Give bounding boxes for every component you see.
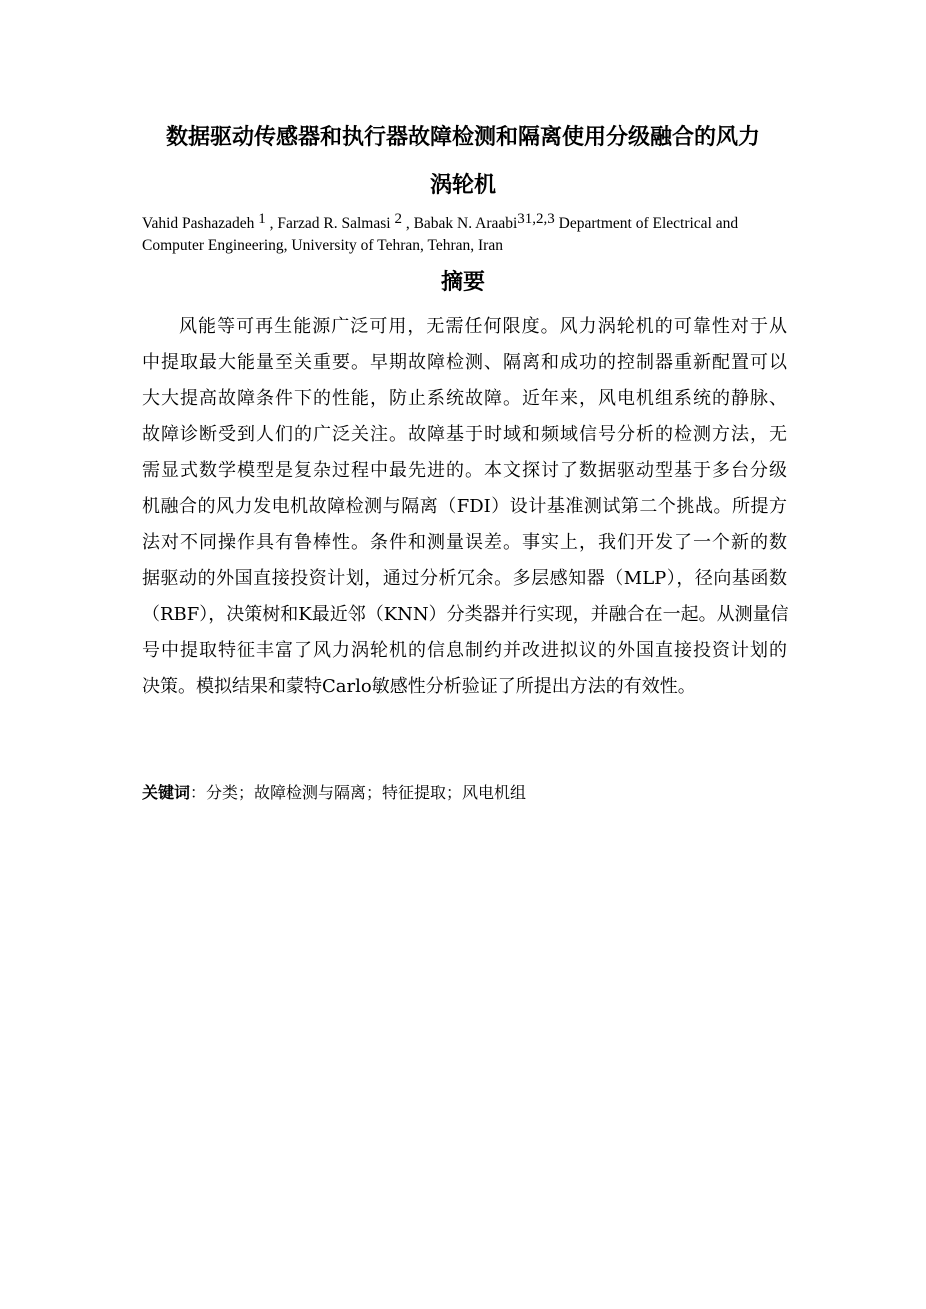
- abstract-line: 据驱动的外国直接投资计划，通过分析冗余。多层感知器（MLP），径向基函数: [142, 568, 787, 589]
- keywords-label: 关键词: [142, 783, 191, 802]
- keywords-text: ：分类；故障检测与隔离；特征提取；风电机组: [190, 783, 527, 802]
- abstract-line: （RBF），决策树和K最近邻（KNN）分类器并行实现，并融合在一起。从测量信: [142, 604, 789, 625]
- abstract-heading: 摘要: [440, 270, 485, 295]
- abstract-line: 决策。模拟结果和蒙特Carlo敏感性分析验证了所提出方法的有效性。: [142, 676, 696, 697]
- keywords: [142, 781, 526, 805]
- author-1-sup: 1: [258, 211, 266, 227]
- paper-title-line-2: 涡轮机: [429, 173, 496, 198]
- abstract-line: 大大提高故障条件下的性能，防止系统故障。近年来，风电机组系统的静脉、: [142, 388, 787, 409]
- author-3-sup: 31,2,3: [517, 211, 555, 227]
- author-2-sup: 2: [394, 211, 402, 227]
- abstract-line: 中提取最大能量至关重要。早期故障检测、隔离和成功的控制器重新配置可以: [142, 352, 787, 373]
- abstract-line: 风能等可再生能源广泛可用，无需任何限度。风力涡轮机的可靠性对于从: [179, 316, 787, 337]
- abstract-line: 故障诊断受到人们的广泛关注。故障基于时域和频域信号分析的检测方法，无: [142, 424, 787, 445]
- affiliation: Department of Electrical and Computer Engineering, University of Tehran, Tehran, Iran: [142, 215, 739, 254]
- author-block: [142, 213, 787, 257]
- abstract-line: 法对不同操作具有鲁棒性。条件和测量误差。事实上，我们开发了一个新的数: [142, 532, 787, 553]
- author-1: Vahid Pashazadeh: [142, 215, 255, 232]
- paper-title-line-1: 数据驱动传感器和执行器故障检测和隔离使用分级融合的风力: [165, 125, 760, 150]
- abstract-line: 需显式数学模型是复杂过程中最先进的。本文探讨了数据驱动型基于多台分级: [142, 460, 787, 481]
- author-3: , Babak N. Araabi: [405, 215, 518, 232]
- abstract-line: 号中提取特征丰富了风力涡轮机的信息制约并改进拟议的外国直接投资计划的: [142, 640, 787, 661]
- abstract-line: 机融合的风力发电机故障检测与隔离（FDI）设计基准测试第二个挑战。所提方: [142, 496, 787, 517]
- author-2: , Farzad R. Salmasi: [269, 215, 391, 232]
